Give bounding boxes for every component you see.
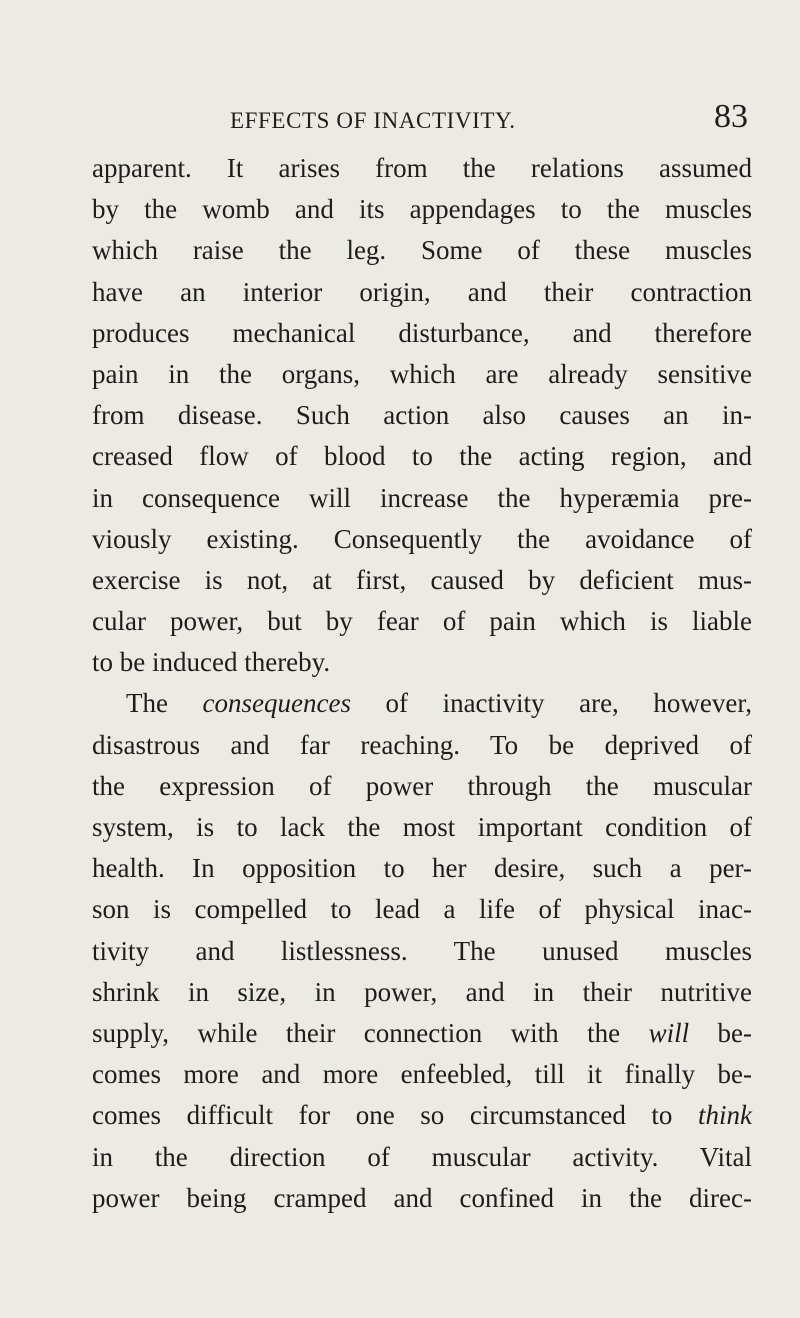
- text-line: in the direction of muscular activity. Vital: [92, 1141, 752, 1172]
- text-run: be-: [689, 1017, 752, 1048]
- text-line: power being cramped and confined in the direc-: [92, 1182, 752, 1213]
- italic-text: think: [698, 1100, 752, 1131]
- text-line: comes more and more enfeebled, till it finally be-: [92, 1059, 752, 1090]
- text-line: by the womb and its appendages to the muscles: [92, 194, 752, 225]
- text-line: pain in the organs, which are already sensitive: [92, 358, 752, 389]
- text-line: system, is to lack the most important condition of: [92, 812, 752, 842]
- text-line: in consequence will increase the hyperæmia pre-: [92, 482, 752, 513]
- italic-text: will: [648, 1017, 690, 1048]
- body-text: [92, 148, 752, 1219]
- running-title: EFFECTS OF INACTIVITY.: [230, 108, 516, 133]
- italic-text: consequences: [202, 688, 351, 719]
- text-line: [92, 683, 752, 724]
- text-line: viously existing. Consequently the avoidance of: [92, 523, 752, 554]
- text-run: The: [126, 688, 203, 719]
- text-line: cular power, but by fear of pain which is liable: [92, 606, 752, 637]
- text-line: tivity and listlessness. The unused muscles: [92, 935, 752, 966]
- text-run: supply, while their connection with the: [92, 1017, 649, 1048]
- text-line: shrink in size, in power, and in their nutritive: [92, 976, 752, 1007]
- running-head: [96, 98, 748, 138]
- text-line: from disease. Such action also causes an in-: [92, 400, 752, 431]
- text-line: exercise is not, at first, caused by deficient mus-: [92, 564, 752, 595]
- text-line: disastrous and far reaching. To be deprived of: [92, 729, 752, 760]
- text-line: [92, 1095, 752, 1136]
- text-line: have an interior origin, and their contraction: [92, 276, 752, 307]
- text-run: of inactivity are, however,: [350, 688, 752, 719]
- text-line: which raise the leg. Some of these muscles: [92, 235, 752, 266]
- text-line: to be induced thereby.: [92, 647, 331, 678]
- page-number: 83: [714, 98, 748, 135]
- text-line: creased flow of blood to the acting region, and: [92, 441, 752, 472]
- text-line: the expression of power through the muscular: [92, 770, 752, 801]
- text-line: son is compelled to lead a life of physical inac-: [92, 894, 752, 925]
- text-run: comes difficult for one so circumstanced to: [92, 1100, 698, 1131]
- text-line: produces mechanical disturbance, and therefore: [92, 317, 752, 348]
- text-line: apparent. It arises from the relations assumed: [92, 153, 752, 183]
- text-line: [92, 1013, 752, 1054]
- text-line: health. In opposition to her desire, such a per-: [92, 853, 752, 884]
